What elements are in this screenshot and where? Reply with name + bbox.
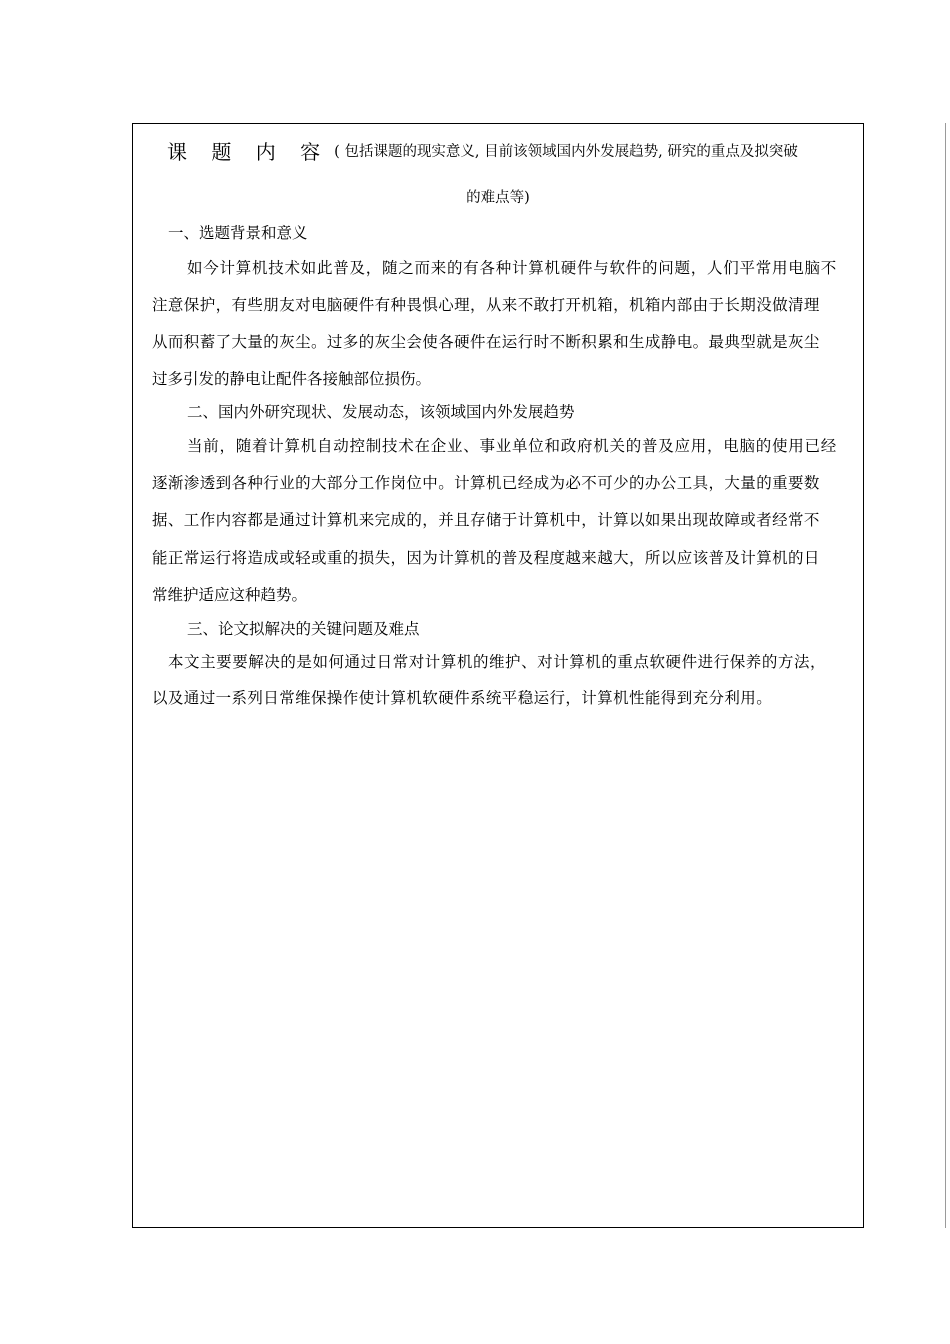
paragraph-line: 从而积蓄了大量的灰尘。过多的灰尘会使各硬件在运行时不断积累和生成静电。最典型就是灰尘 bbox=[152, 333, 820, 351]
paragraph-line: 逐渐渗透到各种行业的大部分工作岗位中。计算机已经成为必不可少的办公工具，大量的重要数 bbox=[152, 474, 820, 492]
adjacent-page-edge bbox=[945, 123, 946, 1228]
subheading-key-problems: 三、论文拟解决的关键问题及难点 bbox=[187, 620, 420, 638]
subheading-research-status: 二、国内外研究现状、发展动态，该领域国内外发展趋势 bbox=[187, 403, 575, 421]
paragraph-line: 过多引发的静电让配件各接触部位损伤。 bbox=[152, 370, 432, 388]
heading-title: 课 题 内 容 bbox=[167, 140, 330, 164]
paragraph-line: 如今计算机技术如此普及，随之而来的有各种计算机硬件与软件的问题，人们平常用电脑不 bbox=[187, 259, 838, 277]
paragraph-line: 本文主要要解决的是如何通过日常对计算机的维护、对计算机的重点软硬件进行保养的方法， bbox=[168, 653, 827, 671]
heading-note-continued: 的难点等) bbox=[466, 190, 530, 206]
paragraph-line: 注意保护，有些朋友对电脑硬件有种畏惧心理，从来不敢打开机箱，机箱内部由于长期没做清理 bbox=[152, 296, 820, 314]
subheading-background: 一、选题背景和意义 bbox=[168, 224, 308, 242]
heading-note: ( 包括课题的现实意义, 目前该领域国内外发展趋势, 研究的重点及拟突破 bbox=[334, 144, 798, 160]
content-table-frame bbox=[132, 123, 864, 1228]
paragraph-line: 常维护适应这种趋势。 bbox=[152, 586, 308, 604]
section-heading bbox=[167, 136, 857, 166]
paragraph-line: 以及通过一系列日常维保操作使计算机软硬件系统平稳运行，计算机性能得到充分利用。 bbox=[152, 689, 773, 707]
paragraph-line: 当前，随着计算机自动控制技术在企业、事业单位和政府机关的普及应用，电脑的使用已经 bbox=[187, 437, 838, 455]
paragraph-line: 能正常运行将造成或轻或重的损失，因为计算机的普及程度越来越大，所以应该普及计算机的日 bbox=[152, 549, 820, 567]
paragraph-line: 据、工作内容都是通过计算机来完成的，并且存储于计算机中，计算以如果出现故障或者经常不 bbox=[152, 511, 820, 529]
